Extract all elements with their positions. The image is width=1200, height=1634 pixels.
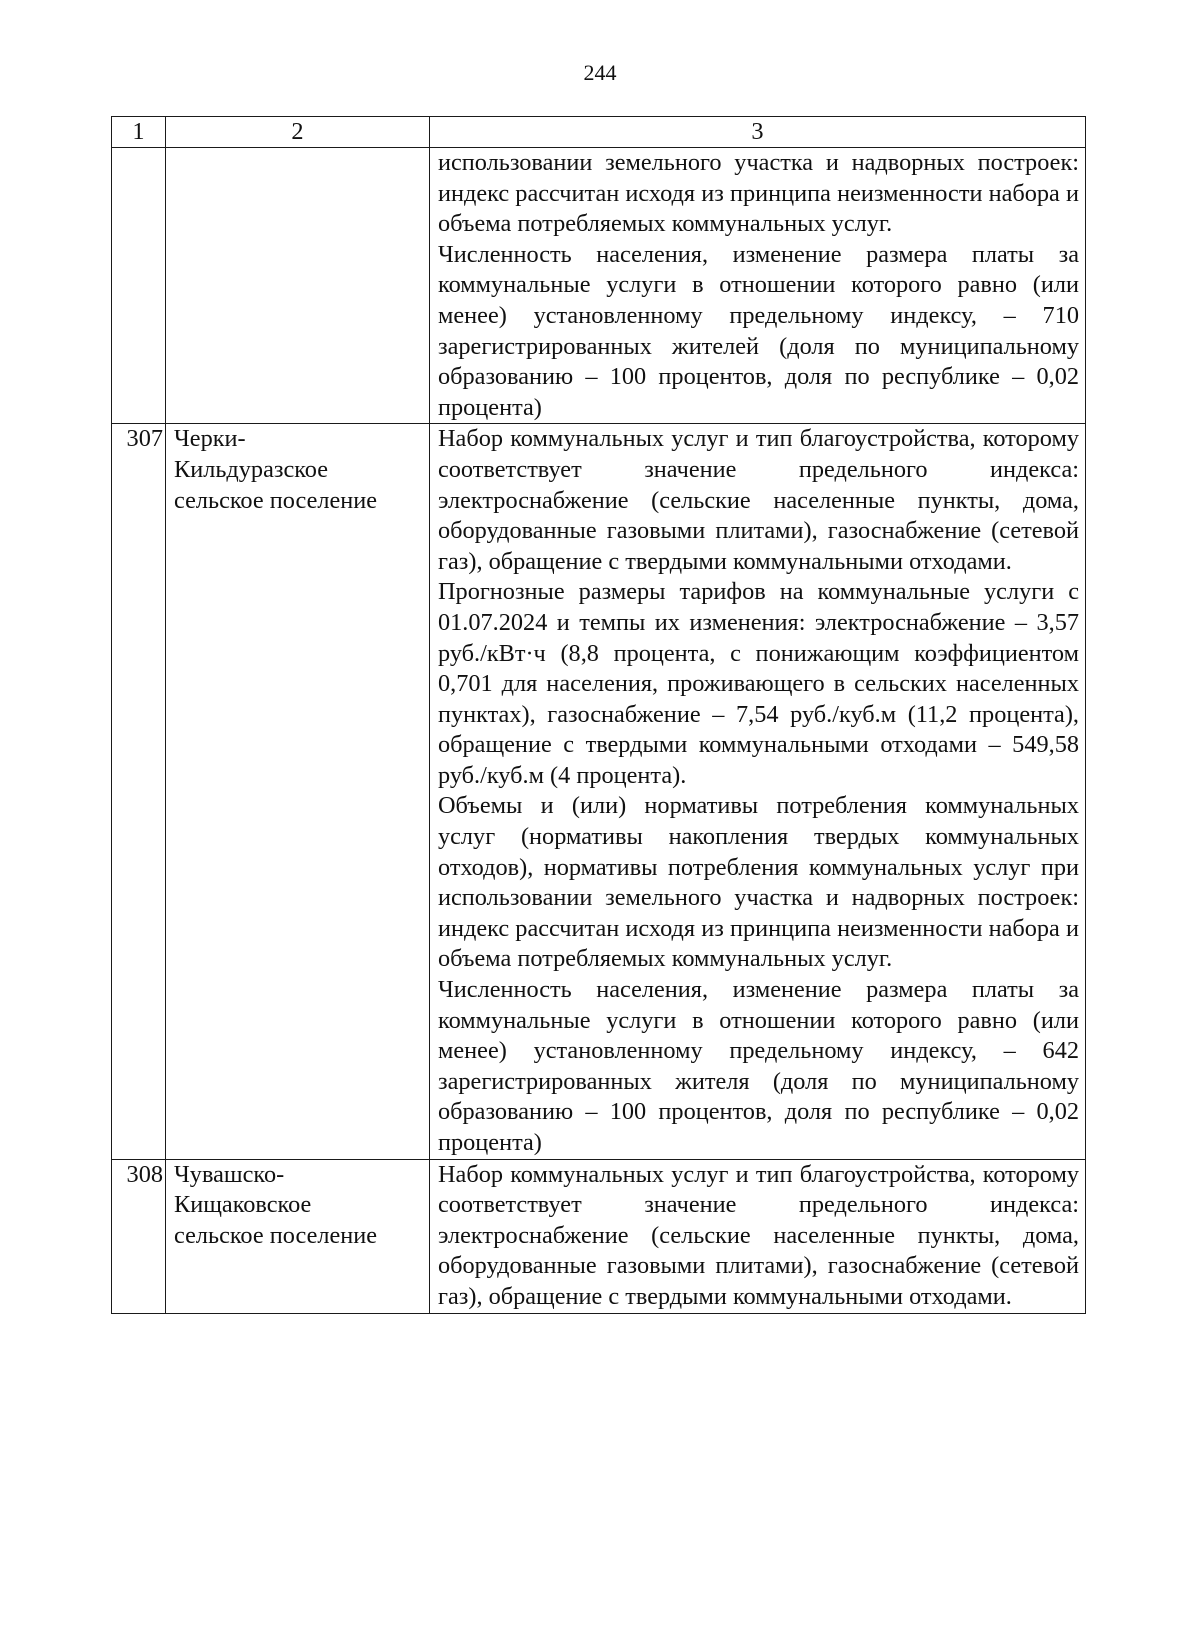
column-header-3: 3 <box>430 117 1086 148</box>
description-paragraph: Численность населения, изменение размера платы за коммунальные услуги в отношении которого равно (или менее) установленному предельному индексу, – 642 зарегистрированных жителя (доля по муниципальному образованию – 100 процентов, доля по республике – 0,02 процента) <box>438 976 1079 1156</box>
description-cell <box>430 148 1086 424</box>
table-row <box>112 1159 1086 1313</box>
municipal-index-table <box>111 116 1086 1314</box>
municipality-name-line: сельское поселение <box>174 1221 378 1249</box>
page-number: 244 <box>583 60 617 85</box>
description-paragraph: Прогнозные размеры тарифов на коммунальные услуги с 01.07.2024 и темпы их изменения: электроснабжение – 3,57 руб./кВт·ч (8,8 процента, с понижающим коэффициентом 0,701 для населения, проживающего в сельских населенных пунктах), газоснабжение – 7,54 руб./куб.м (11,2 процента), обращение с твердыми коммунальными отходами – 549,58 руб./куб.м (4 процента). <box>438 578 1079 789</box>
row-number: 308 <box>112 1159 166 1313</box>
municipality-name-cell <box>166 148 430 424</box>
description-cell <box>430 424 1086 1159</box>
description-paragraph: Объемы и (или) нормативы потребления коммунальных услуг (нормативы накопления твердых коммунальных отходов), нормативы потребления коммунальных услуг при использовании земельного участка и надворных построек: индекс рассчитан исходя из принципа неизменности набора и объема потребляемых коммунальных услуг. <box>438 792 1079 973</box>
row-number: 307 <box>112 424 166 1159</box>
description-paragraph: Набор коммунальных услуг и тип благоустройства, которому соответствует значение предельного индекса: электроснабжение (сельские населенные пункты, дома, оборудованные газовыми плитами), газоснабжение (сетевой газ), обращение с твердыми коммунальными отходами. <box>438 1160 1079 1310</box>
municipality-name-line: сельское поселение <box>174 486 378 514</box>
table-body <box>112 148 1086 1314</box>
table-header-row <box>112 117 1086 148</box>
row-number <box>112 148 166 424</box>
municipality-name-cell <box>166 424 430 1159</box>
municipality-name-line: Кильдуразское <box>174 455 329 483</box>
municipality-name-cell <box>166 1159 430 1313</box>
municipality-name-line: Чувашско- <box>174 1160 285 1188</box>
description-cell <box>430 1159 1086 1313</box>
table-row <box>112 424 1086 1159</box>
description-paragraph: Численность населения, изменение размера платы за коммунальные услуги в отношении которого равно (или менее) установленному предельному индексу, – 710 зарегистрированных жителей (доля по муниципальному образованию – 100 процентов, доля по республике – 0,02 процента) <box>438 240 1079 421</box>
description-paragraph: использовании земельного участка и надворных построек: индекс рассчитан исходя из принципа неизменности набора и объема потребляемых коммунальных услуг. <box>438 149 1079 238</box>
table-row <box>112 148 1086 424</box>
municipality-name-line: Черки- <box>174 425 246 453</box>
column-header-1: 1 <box>112 117 166 148</box>
description-paragraph: Набор коммунальных услуг и тип благоустройства, которому соответствует значение предельного индекса: электроснабжение (сельские населенные пункты, дома, оборудованные газовыми плитами), газоснабжение (сетевой газ), обращение с твердыми коммунальными отходами. <box>438 425 1079 575</box>
column-header-2: 2 <box>166 117 430 148</box>
municipality-name-line: Кищаковское <box>174 1191 312 1219</box>
